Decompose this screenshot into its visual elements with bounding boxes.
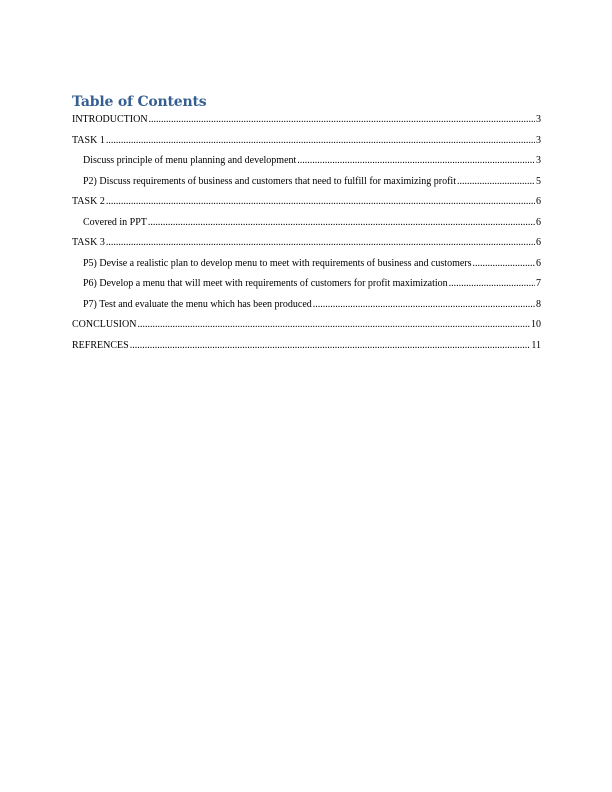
- toc-dot-leader: [297, 154, 535, 168]
- toc-page-number: 6: [536, 216, 541, 228]
- toc-entry-text: CONCLUSION: [72, 319, 137, 330]
- toc-page-number: 10: [531, 319, 541, 330]
- toc-entry-text: P6) Develop a menu that will meet with requirements of customers for profit maximization: [83, 278, 448, 289]
- toc-page-number: 6: [536, 257, 541, 269]
- toc-dot-leader: [457, 175, 535, 189]
- toc-dot-leader: [106, 195, 535, 209]
- toc-page-number: 6: [536, 196, 541, 207]
- toc-page-number: 3: [536, 114, 541, 125]
- toc-entry[interactable]: [72, 154, 541, 175]
- toc-dot-leader: [106, 134, 535, 148]
- toc-page-number: 3: [536, 155, 541, 166]
- toc-entry-text: Covered in PPT: [83, 216, 147, 228]
- toc-page-number: 8: [536, 298, 541, 310]
- toc-dot-leader: [137, 318, 530, 332]
- toc-entry-text: Discuss principle of menu planning and development: [83, 155, 297, 166]
- toc-dot-leader: [106, 236, 535, 250]
- toc-entry[interactable]: [72, 277, 541, 298]
- toc-entry-text: P5) Devise a realistic plan to develop menu to meet with requirements of business and customers: [83, 257, 472, 269]
- toc-page-number: 5: [536, 175, 541, 187]
- toc-dot-leader: [473, 257, 535, 271]
- toc-dot-leader: [149, 113, 535, 127]
- toc-page-number: 6: [536, 237, 541, 248]
- toc-dot-leader: [148, 216, 535, 230]
- toc-entry[interactable]: [72, 195, 541, 216]
- toc-entry[interactable]: [72, 175, 541, 196]
- toc-dot-leader: [449, 277, 535, 291]
- toc-entry[interactable]: [72, 339, 541, 360]
- toc-entry[interactable]: [72, 318, 541, 339]
- toc-entry-text: P2) Discuss requirements of business and customers that need to fulfill for maximizing profit: [83, 175, 456, 187]
- toc-entry[interactable]: [72, 298, 541, 319]
- toc-entry[interactable]: [72, 216, 541, 237]
- toc-entry[interactable]: [72, 236, 541, 257]
- toc-entry-text: INTRODUCTION: [72, 114, 148, 125]
- toc-dot-leader: [313, 298, 535, 312]
- toc-page-number: 7: [536, 278, 541, 289]
- toc-entry-text: P7) Test and evaluate the menu which has been produced: [83, 298, 312, 310]
- toc-entry-text: REFRENCES: [72, 339, 129, 351]
- toc-entry[interactable]: [72, 113, 541, 134]
- toc-page-number: 11: [531, 339, 541, 351]
- toc-entry[interactable]: [72, 257, 541, 278]
- toc-entry[interactable]: [72, 134, 541, 155]
- toc-entry-text: TASK 3: [72, 237, 105, 248]
- toc-entry-text: TASK 1: [72, 134, 105, 146]
- toc-page-number: 3: [536, 134, 541, 146]
- toc-entry-text: TASK 2: [72, 196, 105, 207]
- toc-title: Table of Contents: [72, 94, 207, 110]
- toc-dot-leader: [130, 339, 531, 353]
- table-of-contents: [72, 113, 541, 359]
